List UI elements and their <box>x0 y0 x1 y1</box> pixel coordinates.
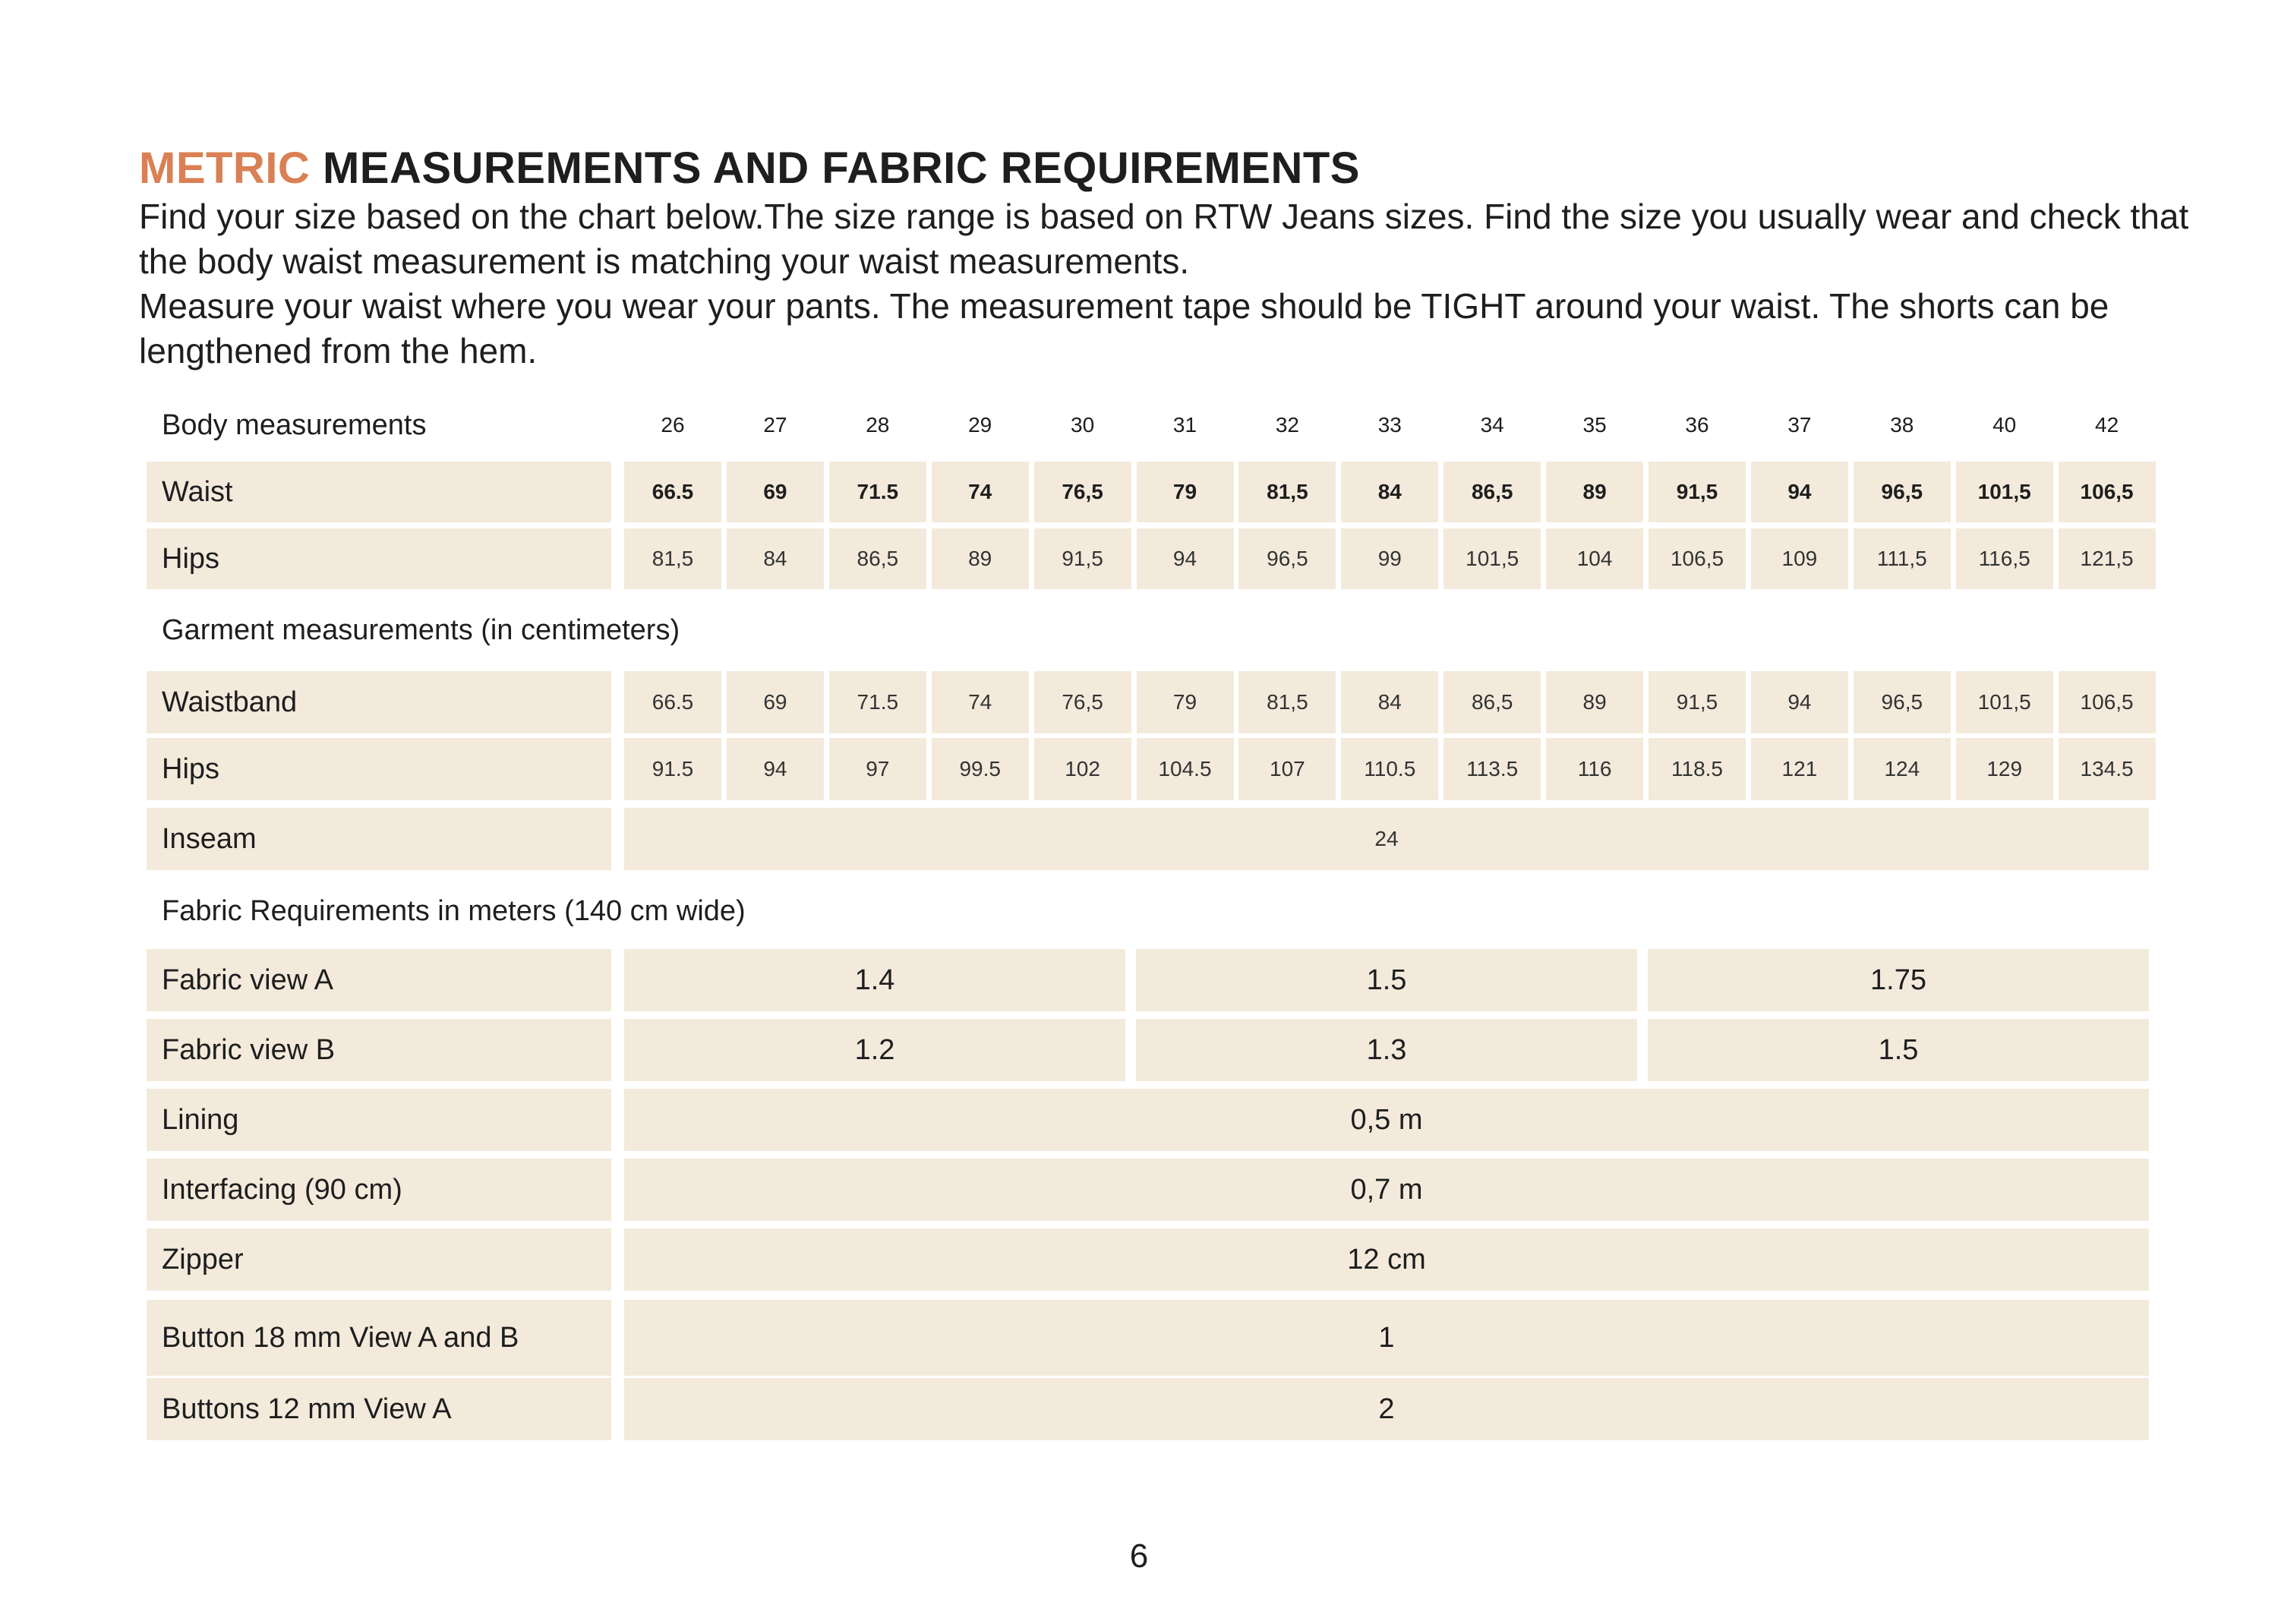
garment-value: 121 <box>1781 757 1818 780</box>
size-header: 27 <box>763 413 787 437</box>
notion-value: 0,7 m <box>1350 1173 1423 1206</box>
fabric-value: 1.75 <box>1870 963 1926 996</box>
garment-value: 94 <box>763 757 787 780</box>
body-value: 69 <box>763 480 787 503</box>
body-value: 84 <box>763 547 787 570</box>
size-header: 31 <box>1172 413 1197 437</box>
row-label: Interfacing (90 cm) <box>162 1173 402 1206</box>
garment-value: 94 <box>1787 690 1812 714</box>
garment-measurements-header: Garment measurements (in centimeters) <box>162 613 680 646</box>
body-value: 109 <box>1781 547 1818 570</box>
body-value: 86,5 <box>1471 480 1513 503</box>
notion-value: 12 cm <box>1347 1243 1426 1276</box>
size-header: 32 <box>1275 413 1299 437</box>
row-label: Button 18 mm View A and B <box>162 1321 519 1354</box>
size-header: 35 <box>1582 413 1607 437</box>
garment-value: 71.5 <box>857 690 899 714</box>
row-label: Waistband <box>162 686 298 718</box>
body-value: 66.5 <box>652 480 694 503</box>
row-label: Lining <box>162 1103 239 1136</box>
body-value: 76,5 <box>1062 480 1103 503</box>
garment-value: 102 <box>1065 757 1100 780</box>
garment-value: 106,5 <box>2080 690 2134 714</box>
body-value: 116,5 <box>1978 547 2030 570</box>
size-header: 29 <box>968 413 992 437</box>
row-label: Fabric view A <box>162 963 333 996</box>
body-value: 99 <box>1377 547 1402 570</box>
notion-value: 1 <box>1378 1321 1395 1354</box>
body-value: 79 <box>1172 480 1197 503</box>
body-value: 91,5 <box>1676 480 1718 503</box>
body-value: 106,5 <box>2080 480 2134 503</box>
page-title <box>139 143 1360 194</box>
size-header: 38 <box>1890 413 1914 437</box>
fabric-value: 1.5 <box>1366 963 1407 996</box>
body-measurements-header: Body measurements <box>162 408 427 441</box>
garment-value: 101,5 <box>1977 690 2031 714</box>
body-value: 111,5 <box>1876 547 1927 570</box>
garment-value: 134.5 <box>2080 757 2134 780</box>
size-header: 30 <box>1071 413 1095 437</box>
garment-value: 66.5 <box>652 690 694 714</box>
fabric-value: 1.5 <box>1878 1033 1919 1066</box>
garment-value: 79 <box>1172 690 1197 714</box>
garment-value: 91.5 <box>652 757 694 780</box>
size-header: 40 <box>1992 413 2017 437</box>
intro-paragraph: Measure your waist where you wear your pants. The measurement tape should be TIGHT around your waist. The shorts can be lengthened from the hem. <box>139 286 2109 371</box>
row-label: Hips <box>162 752 220 785</box>
body-value: 86,5 <box>857 547 899 570</box>
garment-value: 89 <box>1582 690 1607 714</box>
title-rest: MEASUREMENTS AND FABRIC REQUIREMENTS <box>322 143 1360 193</box>
size-header: 26 <box>661 413 685 437</box>
size-header: 33 <box>1377 413 1402 437</box>
body-value: 121,5 <box>2080 547 2134 570</box>
fabric-requirements-header: Fabric Requirements in meters (140 cm wide) <box>162 894 746 927</box>
garment-value: 74 <box>968 690 992 714</box>
garment-value: 69 <box>763 690 787 714</box>
size-header: 42 <box>2095 413 2119 437</box>
garment-value: 96,5 <box>1881 690 1923 714</box>
page-number: 6 <box>1129 1537 1149 1575</box>
garment-value: 91,5 <box>1676 690 1718 714</box>
fabric-value: 1.4 <box>854 963 895 996</box>
body-value: 89 <box>1582 480 1607 503</box>
notion-value: 0,5 m <box>1350 1103 1423 1136</box>
garment-value: 99.5 <box>959 757 1001 780</box>
intro-text <box>139 194 2189 374</box>
garment-value: 107 <box>1270 757 1305 780</box>
garment-value: 104.5 <box>1158 757 1212 780</box>
body-value: 106,5 <box>1670 547 1724 570</box>
intro-paragraph: Find your size based on the chart below.The size range is based on RTW Jeans sizes. Find the size you usually wear and check that the body waist measurement is matching your waist measurements. <box>139 197 2189 281</box>
body-value: 94 <box>1787 480 1812 503</box>
body-value: 71.5 <box>857 480 899 503</box>
body-value: 81,5 <box>652 547 694 570</box>
row-label: Buttons 12 mm View A <box>162 1392 452 1425</box>
row-label: Hips <box>162 542 220 575</box>
body-value: 74 <box>968 480 992 503</box>
fabric-value: 1.3 <box>1366 1033 1407 1066</box>
garment-value: 97 <box>866 757 890 780</box>
title-accent: METRIC <box>139 143 311 193</box>
garment-value: 86,5 <box>1471 690 1513 714</box>
size-header: 37 <box>1787 413 1812 437</box>
body-value: 91,5 <box>1062 547 1103 570</box>
body-value: 104 <box>1576 547 1613 570</box>
fabric-value: 1.2 <box>854 1033 895 1066</box>
garment-value: 124 <box>1884 757 1920 780</box>
row-label: Inseam <box>162 822 257 855</box>
body-value: 101,5 <box>1466 547 1519 570</box>
size-header: 28 <box>866 413 890 437</box>
row-label: Fabric view B <box>162 1033 336 1066</box>
garment-value: 116 <box>1577 757 1612 780</box>
body-value: 96,5 <box>1267 547 1308 570</box>
garment-value: 81,5 <box>1267 690 1308 714</box>
body-value: 96,5 <box>1881 480 1923 503</box>
body-value: 84 <box>1377 480 1402 503</box>
garment-value: 118.5 <box>1671 757 1723 780</box>
garment-value: 113.5 <box>1466 757 1519 780</box>
garment-value: 110.5 <box>1364 757 1416 780</box>
body-value: 94 <box>1172 547 1197 570</box>
row-label: Zipper <box>162 1243 244 1276</box>
notion-value: 2 <box>1378 1392 1395 1425</box>
body-value: 101,5 <box>1977 480 2031 503</box>
size-header: 36 <box>1685 413 1709 437</box>
body-value: 89 <box>968 547 992 570</box>
body-value: 81,5 <box>1267 480 1308 503</box>
row-label: Waist <box>162 475 233 508</box>
inseam-value: 24 <box>1374 827 1399 850</box>
garment-value: 129 <box>1986 757 2023 780</box>
size-header: 34 <box>1480 413 1504 437</box>
garment-value: 76,5 <box>1062 690 1103 714</box>
garment-value: 84 <box>1377 690 1402 714</box>
